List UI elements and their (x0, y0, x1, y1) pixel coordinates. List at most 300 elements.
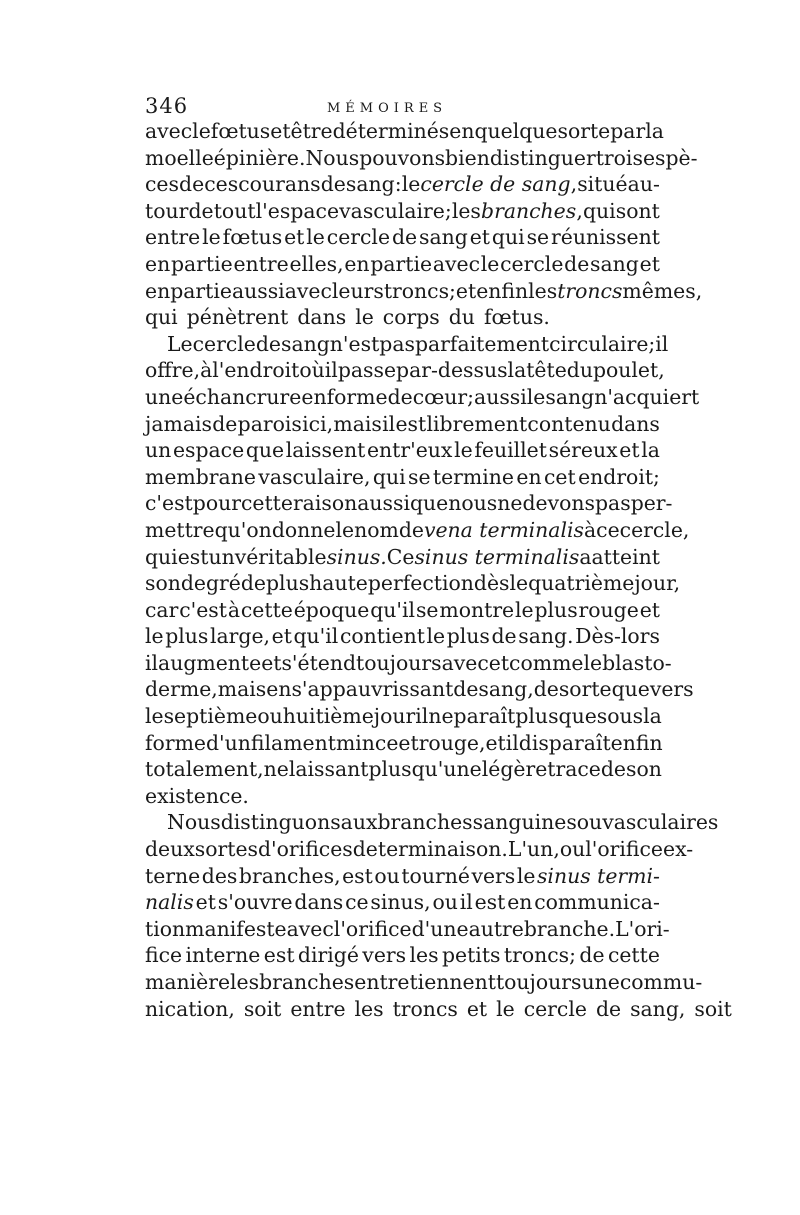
word: sous (596, 704, 644, 729)
word: n'est (329, 331, 380, 356)
word: qu'on (214, 517, 272, 542)
word: nous (448, 491, 498, 516)
word: l'orifice (333, 916, 412, 941)
word: le (145, 624, 164, 649)
word: quatrième (528, 571, 635, 596)
text-line (145, 544, 660, 571)
word: avec (284, 278, 332, 303)
word: plus (368, 757, 412, 782)
word: il (324, 358, 338, 383)
word: d'un (205, 730, 251, 755)
paragraph (145, 118, 703, 331)
word: s'appauvrissant (291, 677, 454, 702)
word: à (227, 597, 241, 622)
word: de (595, 996, 622, 1021)
text-line (145, 278, 703, 305)
word: qu'il (293, 624, 339, 649)
word: termine (432, 464, 514, 489)
word: ce (596, 517, 620, 542)
word: se (415, 597, 439, 622)
word: sang. (518, 624, 574, 649)
word: quelque (474, 119, 558, 143)
word: et (195, 890, 216, 915)
word: degré (180, 571, 241, 596)
word: huitième (282, 704, 374, 729)
word: de (352, 837, 378, 862)
word: tout (213, 198, 256, 223)
word: le (426, 624, 446, 649)
word: le (306, 225, 325, 250)
word: circulaire; (549, 331, 656, 356)
word: les (230, 970, 260, 994)
word: des (201, 863, 238, 888)
word: et (639, 597, 660, 622)
word: sang (419, 225, 468, 250)
word: plus (266, 571, 310, 596)
word: se (526, 225, 550, 250)
word: ne (428, 704, 454, 729)
word: petits (441, 943, 501, 968)
word: pas (595, 491, 631, 516)
word: véritable (234, 544, 327, 569)
word: partie (370, 251, 433, 276)
word: par (610, 119, 646, 143)
word: qu'il (370, 597, 416, 622)
word: sang (280, 331, 330, 356)
text-line (145, 357, 665, 384)
word: mince (335, 730, 399, 755)
word: ex- (663, 837, 694, 862)
word: il (655, 331, 669, 356)
word: plus (515, 704, 559, 729)
word: Le (167, 331, 193, 356)
text-line (145, 916, 670, 943)
word: la (645, 119, 664, 143)
word: de (212, 411, 238, 436)
word: endroit; (578, 464, 660, 489)
word: n'acquiert (594, 384, 700, 409)
word: sang, (630, 996, 686, 1021)
word: que (611, 677, 650, 702)
word: de (387, 384, 413, 409)
word: c'est (145, 491, 193, 516)
word: le (516, 863, 536, 888)
word: partie (170, 278, 232, 303)
text-line (145, 411, 660, 438)
word: vers (471, 863, 516, 888)
word: troncs (392, 996, 458, 1021)
word: ici, (302, 411, 334, 436)
word: rouge, (418, 730, 486, 755)
word: sinus terminalis (414, 544, 580, 569)
word: de (453, 677, 479, 702)
word: qui (582, 198, 616, 223)
word: comme (509, 650, 584, 675)
word: sinus, (370, 890, 431, 915)
word: pas (379, 331, 415, 356)
word: le (515, 597, 534, 622)
word: Dès-lors (575, 624, 660, 649)
text-line (145, 224, 660, 251)
word: trois (595, 145, 643, 170)
word: aussi (357, 491, 410, 516)
word: le (401, 172, 421, 197)
word: l'endroit (212, 358, 300, 383)
word: contenu (527, 411, 611, 436)
word: commu- (619, 970, 703, 994)
word: atteint (591, 544, 660, 569)
word: devons (522, 491, 595, 516)
text-line (145, 331, 669, 358)
word: branches (377, 810, 473, 835)
word: corps (382, 305, 440, 330)
word: en (344, 251, 370, 276)
word: de (491, 624, 517, 649)
text-line (145, 384, 700, 411)
word: L'un, (507, 837, 560, 862)
word: montre (439, 597, 515, 622)
word: pénètrent (186, 305, 289, 330)
word: dans (611, 411, 660, 436)
word: , (570, 172, 578, 197)
word: sang (545, 384, 595, 409)
word: troncs; (503, 943, 576, 968)
word: et (270, 119, 291, 143)
word: courans (238, 172, 321, 197)
text-line (145, 969, 703, 996)
word: être (290, 119, 333, 143)
word: cette (607, 943, 660, 968)
word: de (179, 172, 205, 197)
word: poulet, (592, 358, 665, 383)
word: augmente (158, 650, 262, 675)
word: il (145, 650, 159, 675)
word: entre (290, 996, 346, 1021)
word: trace (547, 757, 601, 782)
word: sorte (557, 119, 611, 143)
text-line (145, 464, 660, 491)
word: les (409, 943, 439, 968)
word: manifeste (185, 916, 287, 941)
word: avec (441, 650, 489, 675)
word: jour, (634, 571, 681, 596)
word: ces (204, 172, 239, 197)
word: leurs (331, 278, 384, 303)
word: et (469, 225, 490, 250)
text-line (145, 889, 660, 916)
word: le (202, 225, 221, 250)
word: sorte (558, 677, 612, 702)
running-head: MÉMOIRES (327, 101, 448, 116)
word: laissent (285, 438, 366, 463)
text-line (145, 251, 660, 278)
word: épinière. (213, 145, 306, 170)
word: à (200, 358, 213, 383)
word: d'orifices (257, 837, 353, 862)
word: un (145, 438, 172, 463)
word: ne (263, 757, 289, 782)
body-text (145, 118, 732, 1022)
word: parfaitement (414, 331, 550, 356)
word: le (480, 251, 500, 276)
word: perfection (367, 571, 474, 596)
word: entr'eux (366, 438, 453, 463)
word: et (488, 650, 510, 675)
word: offre, (145, 358, 201, 383)
page-number: 346 (145, 94, 189, 118)
word: sortes (194, 837, 258, 862)
word: espè- (642, 145, 698, 170)
word: communica- (534, 890, 660, 915)
word: de (533, 677, 559, 702)
word: derme, (145, 677, 218, 702)
word: est (395, 411, 427, 436)
word: entre (233, 251, 289, 276)
word: où (299, 358, 325, 383)
word: à (583, 517, 597, 542)
paragraph (145, 809, 732, 1022)
word: feuillet (474, 438, 547, 463)
text-line (145, 490, 673, 517)
word: avec (286, 916, 334, 941)
word: vers (649, 677, 694, 702)
word: enfin (610, 730, 663, 755)
word: mêmes, (622, 278, 703, 303)
word: se (408, 464, 431, 489)
word: en (507, 890, 533, 915)
word: nom (354, 517, 399, 542)
word: déterminés (332, 119, 450, 143)
word: de (579, 943, 605, 968)
text-line (145, 171, 660, 198)
text-line (145, 517, 690, 544)
word: le (583, 650, 603, 675)
word: tour (145, 198, 189, 223)
word: fice (145, 943, 183, 968)
text-line (145, 623, 660, 650)
word: échancrure (183, 384, 302, 409)
word: fœtus (222, 225, 283, 250)
word: plus (446, 624, 490, 649)
word: librement (426, 411, 528, 436)
word: de (255, 331, 281, 356)
word: entre (145, 225, 201, 250)
word: que (558, 704, 597, 729)
word: tion (145, 916, 186, 941)
word: toujours (495, 970, 582, 994)
word: les (354, 996, 384, 1021)
word: de (600, 757, 626, 782)
word: pouvons (359, 145, 446, 170)
word: par-dessus (396, 358, 508, 383)
word: nalis (145, 890, 194, 915)
word: cette (240, 491, 293, 516)
word: en (516, 464, 542, 489)
word: L'ori- (615, 916, 670, 941)
word: pour (192, 491, 241, 516)
word: soit (694, 996, 732, 1021)
word: partie (170, 251, 233, 276)
word: plus (534, 597, 578, 622)
word: de (240, 571, 266, 596)
word: enfin (476, 278, 529, 303)
word: les (451, 198, 481, 223)
word: Nous (305, 145, 360, 170)
word: tourné (401, 863, 470, 888)
word: existence. (145, 783, 249, 808)
word: mais (217, 677, 267, 702)
word: large, (209, 624, 271, 649)
word: septième (163, 704, 258, 729)
word: est (177, 544, 209, 569)
word: ne (497, 491, 523, 516)
word: la (507, 358, 527, 383)
word: et (455, 278, 477, 303)
word: cœur; (412, 384, 475, 409)
word: l'espace (255, 198, 340, 223)
word: car (145, 597, 179, 622)
word: vers (362, 943, 407, 968)
text-line (145, 597, 660, 624)
word: et (284, 225, 305, 250)
word: réunissent (551, 225, 660, 250)
word: aussi (474, 384, 527, 409)
word: le (335, 517, 355, 542)
word: cercle de sang (420, 172, 571, 197)
word: dirigé (297, 943, 359, 968)
word: au- (627, 172, 660, 197)
word: tête (526, 358, 567, 383)
word: sanguines (472, 810, 577, 835)
word: passe (337, 358, 397, 383)
word: un (208, 544, 235, 569)
text-line (145, 304, 660, 331)
word: paraît (453, 704, 516, 729)
word: dans (297, 305, 347, 330)
word: dès (473, 571, 510, 596)
text-line (145, 809, 719, 836)
word: filament (250, 730, 336, 755)
word: deux (145, 837, 195, 862)
word: et (261, 650, 282, 675)
word: cercle, (619, 517, 690, 542)
word: s'ouvre (217, 890, 293, 915)
paragraph (145, 331, 700, 810)
text-line (145, 756, 660, 783)
word: et (619, 438, 640, 463)
word: le (192, 119, 211, 143)
word: contient (339, 624, 425, 649)
word: troncs (557, 278, 623, 303)
word: en (266, 677, 292, 702)
word: que (410, 491, 449, 516)
word: branches (481, 198, 577, 223)
text-line (145, 996, 732, 1023)
word: qui (372, 464, 406, 489)
word: soit (243, 996, 282, 1021)
word: et (485, 730, 506, 755)
word: manière (145, 970, 231, 994)
word: entretiennent (354, 970, 496, 994)
word: s'étend (281, 650, 357, 675)
word: ou (432, 890, 458, 915)
text-line (145, 570, 681, 597)
text-line (145, 703, 660, 730)
word: de (320, 172, 346, 197)
word: le (509, 571, 529, 596)
word: nication, (145, 996, 235, 1021)
word: toujours (356, 650, 442, 675)
word: son (626, 757, 662, 782)
word: sinus. (326, 544, 387, 569)
word: époque (293, 597, 370, 622)
word: d'une (411, 916, 469, 941)
word: le (526, 384, 546, 409)
word: aussi (231, 278, 285, 303)
word: ce (345, 890, 369, 915)
word: de (391, 225, 418, 250)
word: cercle (326, 225, 391, 250)
word: raison (292, 491, 358, 516)
word: en (301, 384, 327, 409)
word: sang (590, 251, 639, 276)
word: avec (432, 251, 481, 276)
word: moelle (145, 145, 214, 170)
word: l'orifice (585, 837, 663, 862)
word: vena terminalis (423, 517, 584, 542)
word: rouge (578, 597, 639, 622)
word: il (382, 411, 396, 436)
word: per- (630, 491, 673, 516)
text-line (145, 437, 660, 464)
word: mettre (145, 517, 215, 542)
word: qui (145, 305, 178, 330)
word: cercle (192, 331, 256, 356)
word: disparaît (518, 730, 611, 755)
word: le (145, 704, 164, 729)
word: blasto- (602, 650, 672, 675)
word: branche. (523, 916, 616, 941)
text-line (145, 676, 694, 703)
word: Ce (386, 544, 415, 569)
word: en (145, 251, 171, 276)
word: il (415, 704, 429, 729)
word: ou (374, 863, 400, 888)
text-line (145, 836, 694, 863)
word: qui (491, 225, 525, 250)
word: autre (468, 916, 524, 941)
word: une (581, 970, 620, 994)
word: cet (543, 464, 576, 489)
word: la (641, 438, 660, 463)
text-line (145, 145, 698, 172)
word: en (145, 278, 171, 303)
word: son (145, 571, 181, 596)
word: branches, (238, 863, 341, 888)
text-line (145, 650, 672, 677)
word: dans (294, 890, 344, 915)
word: et (639, 251, 660, 276)
word: une (145, 384, 184, 409)
word: troncs; (383, 278, 456, 303)
word: de (564, 251, 590, 276)
word: est (342, 863, 373, 888)
word: forme (145, 730, 206, 755)
word: elles, (289, 251, 344, 276)
word: vasculaires (602, 810, 719, 835)
word: cercle (500, 251, 564, 276)
word: ou (576, 810, 603, 835)
